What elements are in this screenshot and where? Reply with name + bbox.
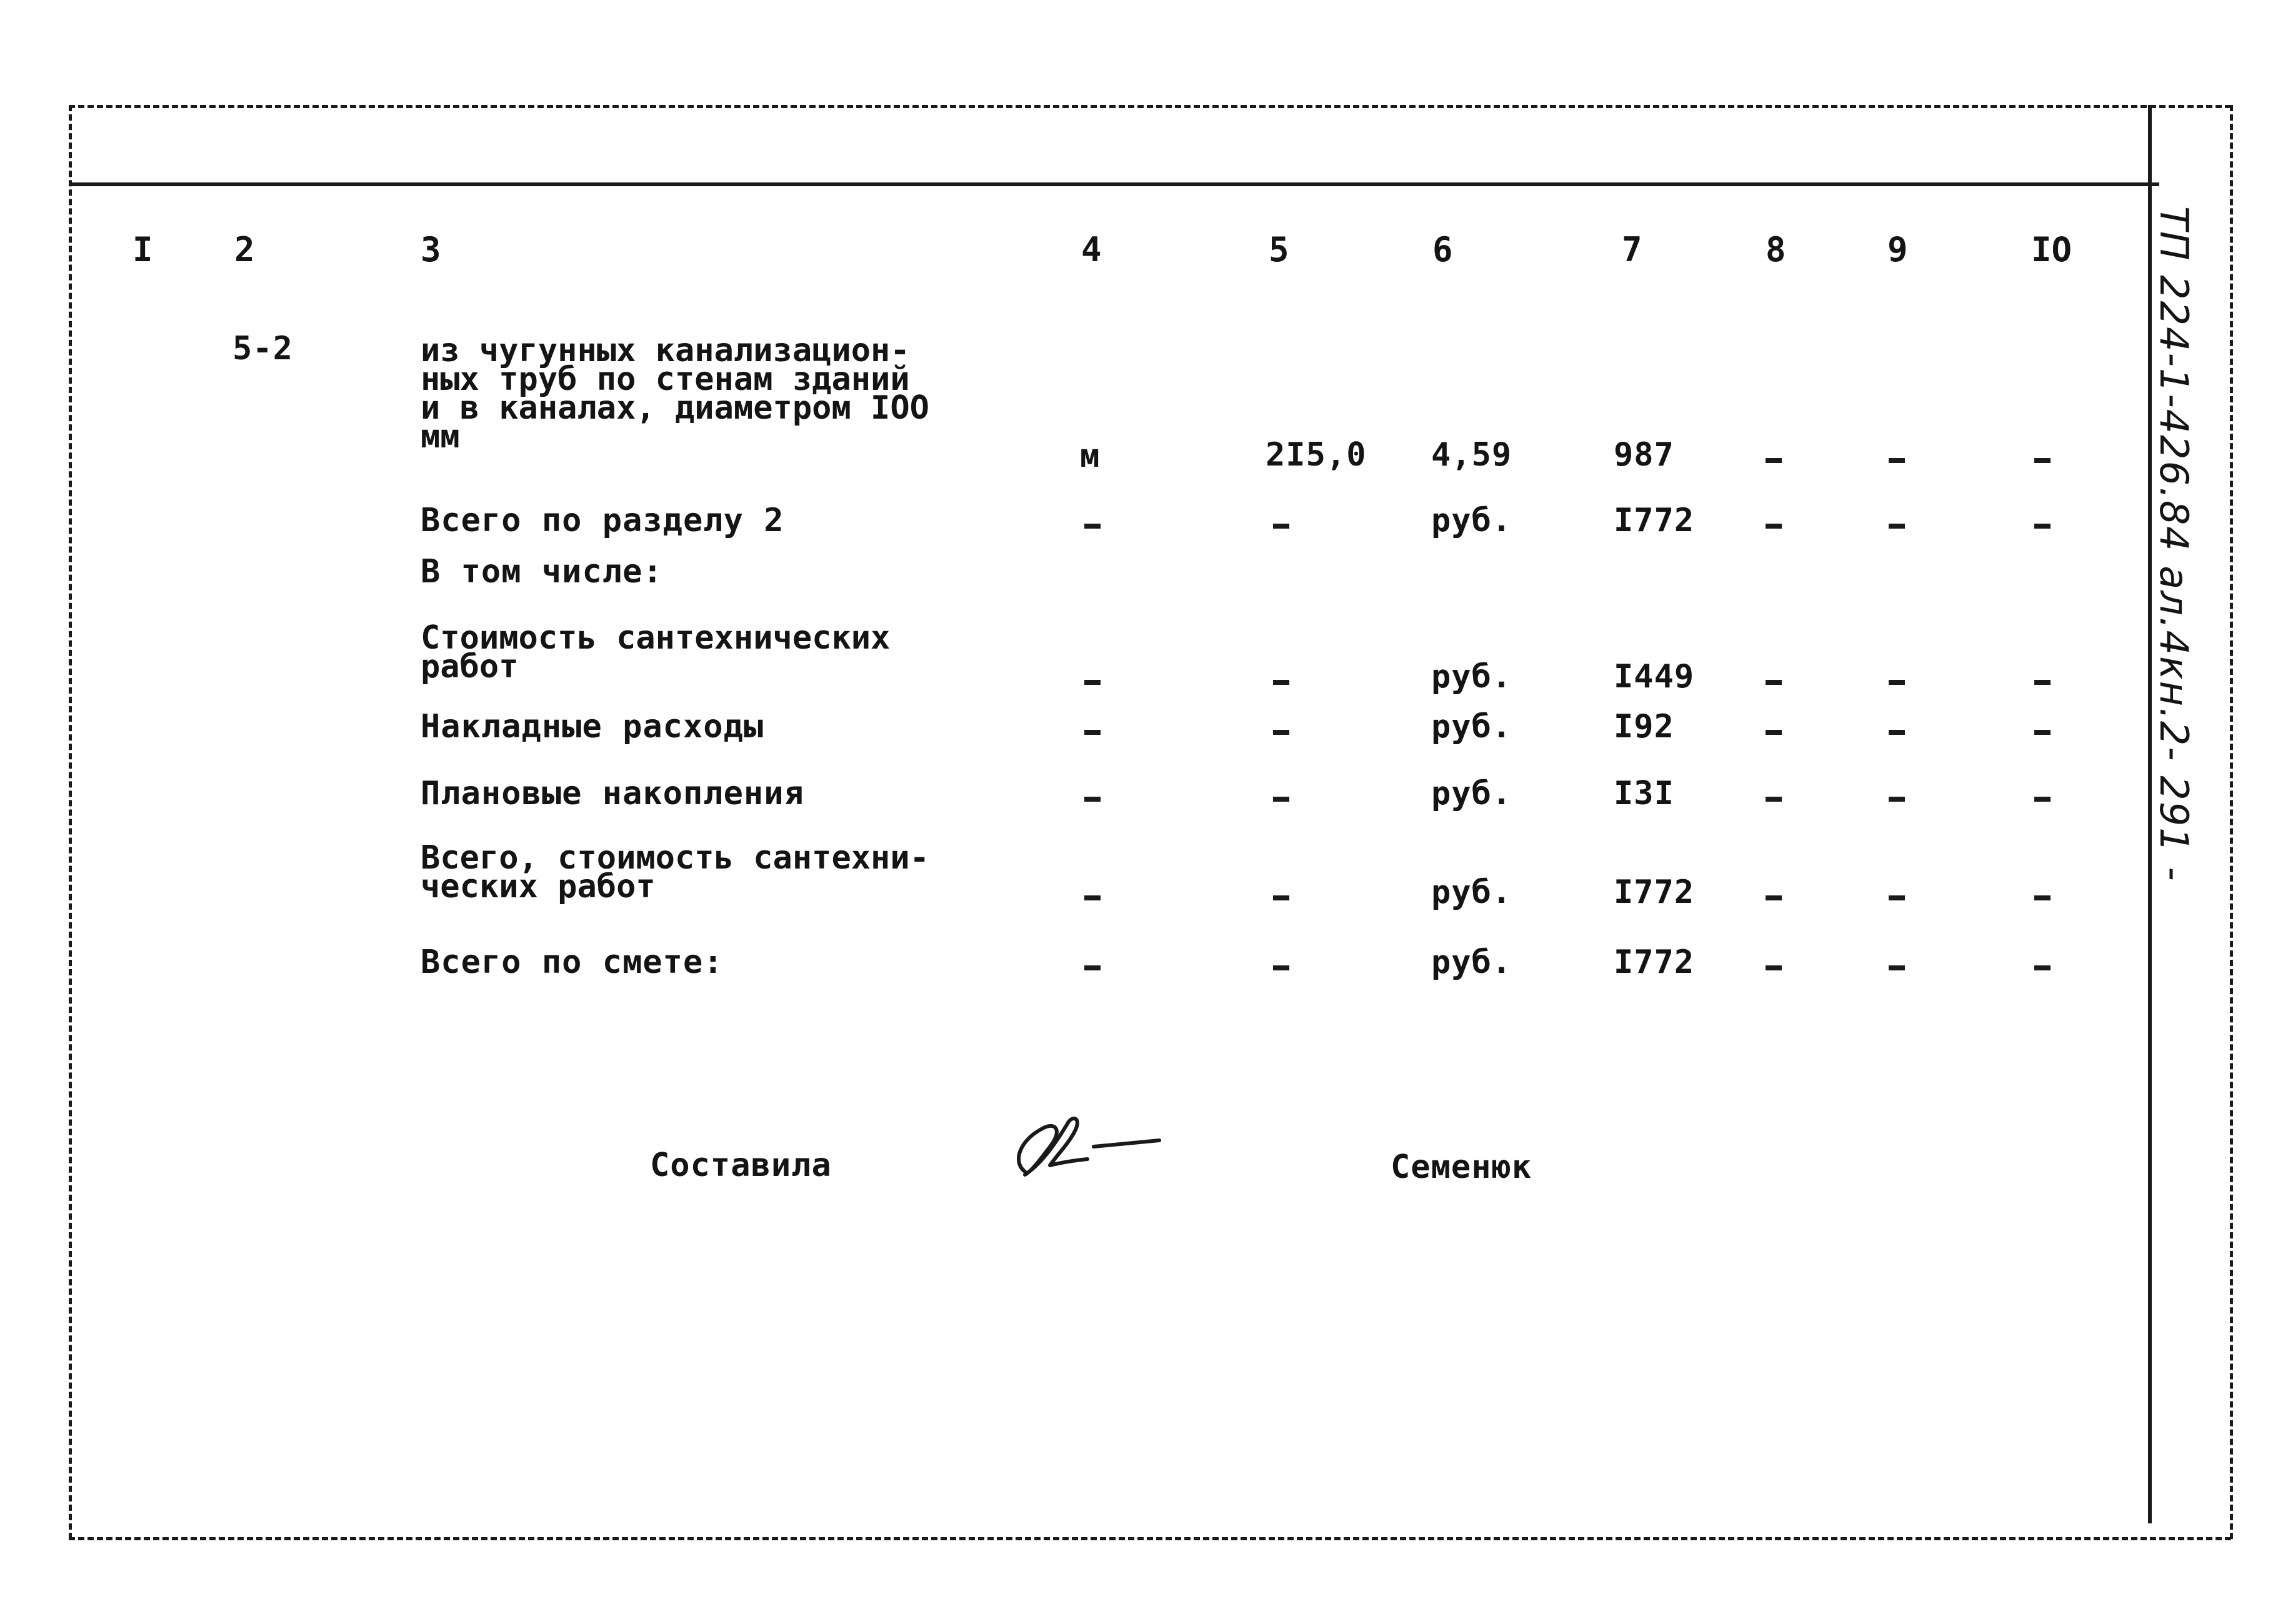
empty-cell-dash bbox=[1766, 680, 1782, 685]
row-unit: руб. bbox=[1431, 502, 1512, 539]
empty-cell-dash bbox=[1889, 797, 1905, 802]
row-label: Всего по разделу 2 bbox=[421, 502, 784, 539]
column-header-9: 9 bbox=[1887, 230, 1908, 269]
empty-cell-dash bbox=[2034, 965, 2051, 970]
handwritten-signature bbox=[1000, 1103, 1175, 1197]
item-total: 987 bbox=[1614, 436, 1674, 474]
compiler-name: Семенюк bbox=[1391, 1148, 1532, 1186]
empty-cell-dash bbox=[1766, 895, 1782, 900]
row-total: I772 bbox=[1614, 944, 1695, 981]
empty-cell-dash bbox=[1889, 524, 1905, 529]
empty-cell-dash bbox=[2034, 458, 2051, 463]
item-description bbox=[421, 332, 929, 456]
empty-cell-dash bbox=[1766, 965, 1782, 970]
row-label-line: Стоимость сантехнических bbox=[421, 619, 891, 657]
item-unit-price: 4,59 bbox=[1431, 436, 1512, 474]
empty-cell-dash bbox=[2034, 895, 2051, 900]
empty-cell-dash bbox=[1766, 458, 1782, 463]
column-header-10: IO bbox=[2031, 230, 2072, 269]
item-description-line: ных труб по стенам зданий bbox=[421, 361, 910, 398]
row-unit: руб. bbox=[1431, 944, 1512, 981]
empty-cell-dash bbox=[1273, 895, 1289, 900]
item-code: 5-2 bbox=[232, 330, 293, 367]
empty-cell-dash bbox=[1889, 895, 1905, 900]
compiled-by-label: Составила bbox=[650, 1147, 832, 1184]
row-unit: руб. bbox=[1431, 874, 1512, 911]
empty-cell-dash bbox=[1084, 895, 1101, 900]
row-total: I449 bbox=[1614, 658, 1695, 695]
item-description-line: мм bbox=[421, 418, 460, 456]
frame-bottom-border bbox=[69, 1537, 2231, 1540]
row-label bbox=[421, 839, 929, 905]
row-label-line: работ bbox=[421, 648, 519, 685]
empty-cell-dash bbox=[1084, 524, 1101, 529]
column-header-3: 3 bbox=[421, 230, 441, 269]
empty-cell-dash bbox=[1889, 458, 1905, 463]
column-header-4: 4 bbox=[1081, 230, 1102, 269]
empty-cell-dash bbox=[1084, 730, 1101, 735]
empty-cell-dash bbox=[1766, 524, 1782, 529]
empty-cell-dash bbox=[2034, 730, 2051, 735]
column-header-1: I bbox=[132, 230, 153, 269]
row-label bbox=[421, 619, 891, 685]
empty-cell-dash bbox=[1084, 797, 1101, 802]
frame-top-border bbox=[69, 105, 2231, 108]
document-code: ТП 224-1-426.84 ал.4кн.2- 291 - bbox=[2151, 206, 2197, 882]
column-header-5: 5 bbox=[1269, 230, 1289, 269]
empty-cell-dash bbox=[1273, 965, 1289, 970]
item-description-line: и в каналах, диаметром IOO bbox=[421, 389, 929, 427]
side-stamp bbox=[2150, 206, 2244, 925]
empty-cell-dash bbox=[1889, 680, 1905, 685]
empty-cell-dash bbox=[1273, 680, 1289, 685]
row-label: Накладные расходы bbox=[421, 708, 764, 745]
row-total: I92 bbox=[1614, 708, 1674, 745]
row-label-line: ческих работ bbox=[421, 868, 656, 905]
row-total: I772 bbox=[1614, 874, 1695, 911]
empty-cell-dash bbox=[2034, 797, 2051, 802]
item-description-line: из чугунных канализацион- bbox=[421, 332, 910, 369]
row-unit: руб. bbox=[1431, 658, 1512, 695]
column-header-6: 6 bbox=[1432, 230, 1453, 269]
empty-cell-dash bbox=[2034, 680, 2051, 685]
row-label: Плановые накопления bbox=[421, 775, 804, 812]
row-total: I3I bbox=[1614, 775, 1674, 812]
empty-cell-dash bbox=[1273, 524, 1289, 529]
row-label: В том числе: bbox=[421, 553, 663, 590]
empty-cell-dash bbox=[1889, 965, 1905, 970]
row-label: Всего по смете: bbox=[421, 944, 724, 981]
empty-cell-dash bbox=[1273, 797, 1289, 802]
item-unit: м bbox=[1080, 437, 1101, 475]
empty-cell-dash bbox=[1084, 680, 1101, 685]
column-header-7: 7 bbox=[1622, 230, 1642, 269]
row-label-line: Всего, стоимость сантехни- bbox=[421, 839, 929, 877]
row-total: I772 bbox=[1614, 502, 1695, 539]
column-header-8: 8 bbox=[1766, 230, 1786, 269]
row-unit: руб. bbox=[1431, 708, 1512, 745]
empty-cell-dash bbox=[1766, 797, 1782, 802]
column-header-2: 2 bbox=[234, 230, 255, 269]
frame-left-border bbox=[69, 105, 72, 1539]
frame-header-rule bbox=[69, 182, 2159, 186]
empty-cell-dash bbox=[1273, 730, 1289, 735]
row-unit: руб. bbox=[1431, 775, 1512, 812]
empty-cell-dash bbox=[1889, 730, 1905, 735]
item-quantity: 2I5,0 bbox=[1266, 436, 1367, 474]
empty-cell-dash bbox=[1766, 730, 1782, 735]
empty-cell-dash bbox=[1084, 965, 1101, 970]
empty-cell-dash bbox=[2034, 524, 2051, 529]
